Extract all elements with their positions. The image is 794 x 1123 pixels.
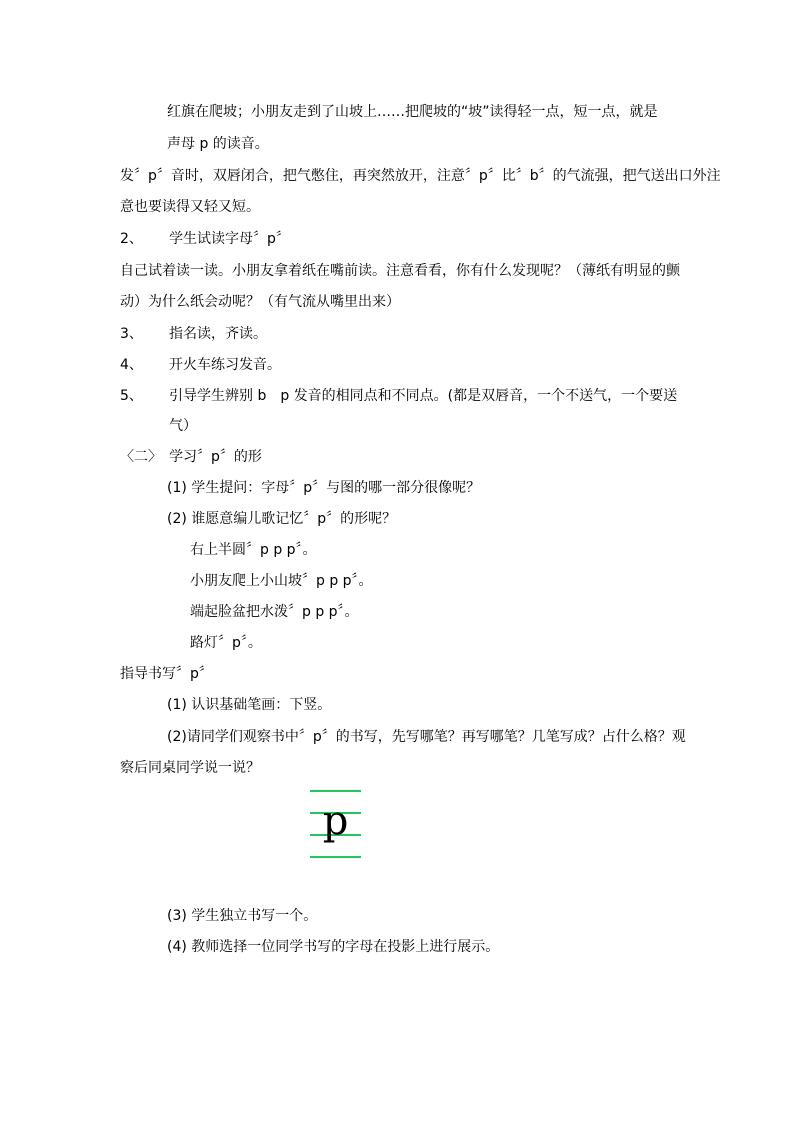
step-3 <box>120 324 267 344</box>
sample-letter-p: p <box>322 798 349 844</box>
step-4 <box>120 355 281 375</box>
section-2-question-2: (2) 谁愿意编儿歌记忆〞p〞的形呢？ <box>167 511 397 527</box>
section-2-question-1: (1) 学生提问：字母〞p〞与图的哪一部分很像呢？ <box>167 480 481 496</box>
pronunciation-line-2: 意也要读得又轻又短。 <box>120 199 260 215</box>
rhyme-line: 小朋友爬上小山坡〞p p p〞。 <box>190 573 373 589</box>
step-number: 4、 <box>120 357 143 373</box>
step-text: 开火车练习发音。 <box>169 357 281 373</box>
grid-line-top <box>310 790 361 792</box>
step-text: 引导学生辨别 b p 发音的相同点和不同点。(都是双唇音，一个不送气，一个要送 <box>169 388 678 404</box>
step-2 <box>120 229 290 249</box>
writing-step-3: (3) 学生独立书写一个。 <box>167 908 318 924</box>
pronunciation-line-1: 发〞p〞音时，双唇闭合，把气憋住，再突然放开，注意〞p〞比〞b〞的气流强，把气送出口外注 <box>120 168 721 184</box>
rhyme-line: 右上半圆〞p p p〞。 <box>190 542 317 558</box>
writing-step-2-line-2: 察后同桌同学说一说？ <box>120 760 260 776</box>
try-reading-line-1: 自己试着读一读。小朋友拿着纸在嘴前读。注意看看，你有什么发现呢？（薄纸有明显的颤 <box>120 263 680 279</box>
try-reading-line-2: 动）为什么纸会动呢？（有气流从嘴里出来） <box>120 294 400 310</box>
step-5 <box>120 386 677 406</box>
step-text: 指名读，齐读。 <box>169 326 267 342</box>
grid-line-bottom <box>310 856 361 858</box>
writing-heading: 指导书写〞p〞 <box>120 666 213 682</box>
step-number: 3、 <box>120 326 143 342</box>
step-text: 学生试读字母〞p〞 <box>169 231 290 247</box>
section-2-heading: 〈二〉 学习〞p〞的形 <box>120 449 262 465</box>
intro-line-2: 声母 p 的读音。 <box>167 136 269 152</box>
rhyme-line: 路灯〞p〞。 <box>190 635 262 651</box>
writing-step-4: (4) 教师选择一位同学书写的字母在投影上进行展示。 <box>167 939 500 955</box>
step-number: 5、 <box>120 388 143 404</box>
letter-writing-grid <box>310 790 361 858</box>
writing-step-1: (1) 认识基础笔画：下竖。 <box>167 697 332 713</box>
step-number: 2、 <box>120 231 143 247</box>
writing-step-2-line-1: (2)请同学们观察书中〞p〞的书写，先写哪笔？再写哪笔？几笔写成？占什么格？观 <box>167 729 686 745</box>
step-5-continuation: 气） <box>169 418 197 434</box>
intro-line-1: 红旗在爬坡；小朋友走到了山坡上……把爬坡的“坡”读得轻一点，短一点，就是 <box>167 104 658 120</box>
rhyme-line: 端起脸盆把水泼〞p p p〞。 <box>190 604 359 620</box>
